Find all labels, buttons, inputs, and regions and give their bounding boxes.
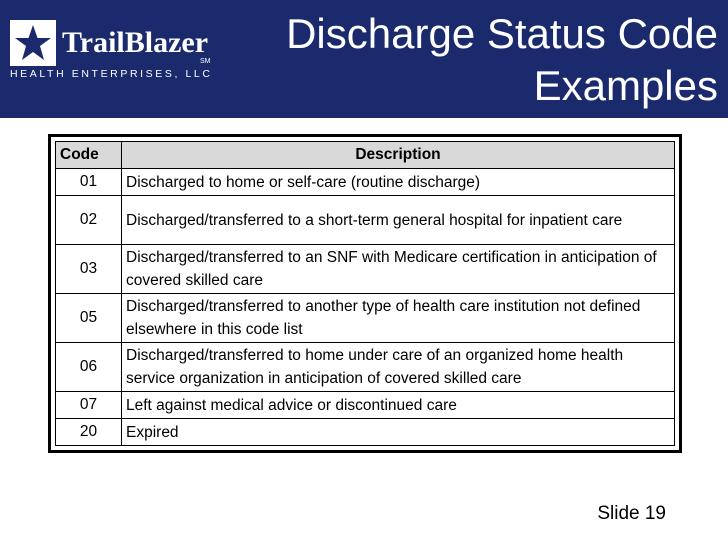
service-mark: SM <box>200 58 211 65</box>
column-header-description: Description <box>122 142 675 169</box>
logo-subtitle: HEALTH ENTERPRISES, LLC <box>10 68 213 80</box>
code-cell: 03 <box>56 245 122 294</box>
table-row <box>56 169 674 196</box>
column-header-code: Code <box>56 142 122 169</box>
logo-name: TrailBlazer <box>62 26 209 59</box>
description-cell: Expired <box>122 419 675 446</box>
description-cell: Discharged/transferred to a short-term general hospital for inpatient care <box>122 196 675 245</box>
description-cell: Discharged/transferred to another type of health care institution not defined elsewhere in this code list <box>122 294 675 343</box>
table-row <box>56 294 674 343</box>
code-cell: 01 <box>56 169 122 196</box>
description-cell: Discharged to home or self-care (routine discharge) <box>122 169 675 196</box>
description-cell: Discharged/transferred to home under care of an organized home health service organization in anticipation of covered skilled care <box>122 343 675 392</box>
code-cell: 05 <box>56 294 122 343</box>
slide-title <box>248 8 718 112</box>
table-row <box>56 419 674 446</box>
slide-number: Slide 19 <box>597 503 666 524</box>
table-row <box>56 343 674 392</box>
table-row <box>56 392 674 419</box>
code-cell: 02 <box>56 196 122 245</box>
table-row <box>56 196 674 245</box>
code-cell: 07 <box>56 392 122 419</box>
star-icon <box>10 20 56 66</box>
slide-title-line-1: Discharge Status Code <box>286 10 718 57</box>
company-logo <box>10 20 213 84</box>
table-row <box>56 245 674 294</box>
slide-title-line-2: Examples <box>533 62 718 109</box>
description-cell: Left against medical advice or discontinued care <box>122 392 675 419</box>
discharge-code-table <box>48 134 682 453</box>
description-cell: Discharged/transferred to an SNF with Medicare certification in anticipation of covered skilled care <box>122 245 675 294</box>
code-cell: 20 <box>56 419 122 446</box>
code-cell: 06 <box>56 343 122 392</box>
header-banner <box>0 0 728 118</box>
